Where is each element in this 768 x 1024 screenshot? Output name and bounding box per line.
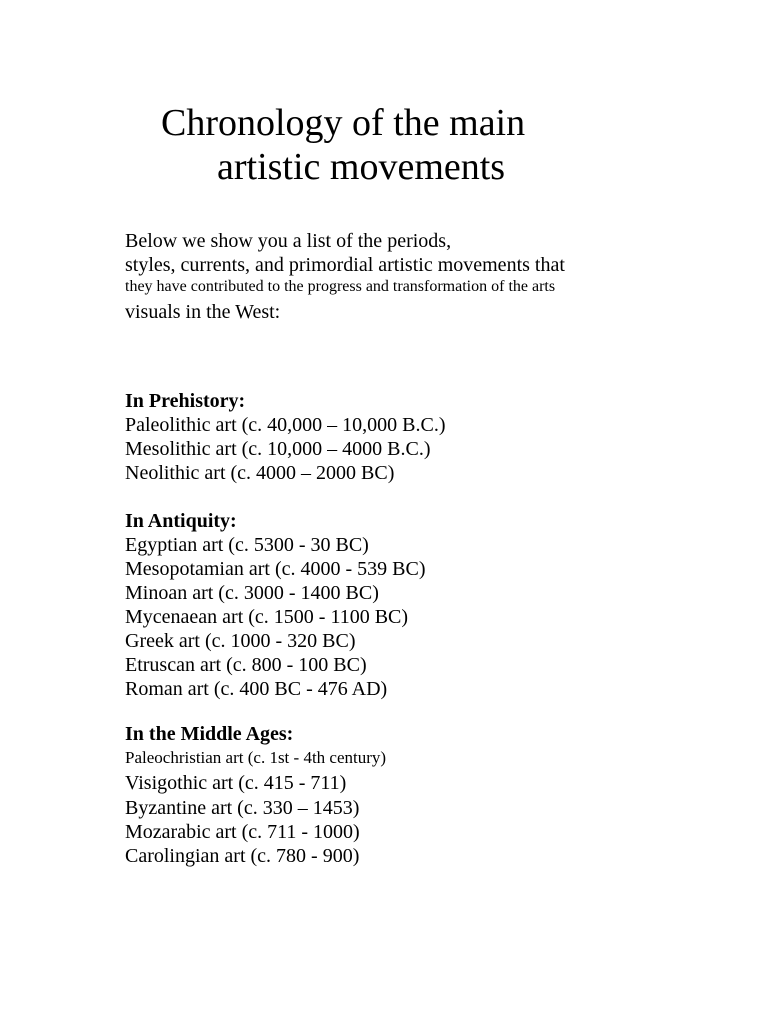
section-prehistory [125, 389, 745, 485]
list-item: Carolingian art (c. 780 - 900) [125, 845, 360, 867]
list-item: Minoan art (c. 3000 - 1400 BC) [125, 582, 379, 604]
list-item: Mesopotamian art (c. 4000 - 539 BC) [125, 558, 426, 580]
list-item: Visigothic art (c. 415 - 711) [125, 772, 347, 794]
list-item: Etruscan art (c. 800 - 100 BC) [125, 654, 367, 676]
list-item: Roman art (c. 400 BC - 476 AD) [125, 678, 388, 700]
list-item: Paleolithic art (c. 40,000 – 10,000 B.C.) [125, 414, 446, 436]
page-title-line-1: Chronology of the main [161, 102, 526, 144]
section-heading-middle-ages: In the Middle Ages: [125, 723, 294, 745]
page-title-line-2: artistic movements [217, 146, 506, 188]
list-item: Mozarabic art (c. 711 - 1000) [125, 821, 360, 843]
section-middle-ages [125, 722, 745, 868]
intro-line-1: Below we show you a list of the periods, [125, 230, 452, 252]
intro-line-4: visuals in the West: [125, 301, 281, 323]
list-item: Paleochristian art (c. 1st - 4th century) [125, 748, 387, 767]
section-heading-antiquity: In Antiquity: [125, 510, 237, 532]
list-item: Byzantine art (c. 330 – 1453) [125, 797, 360, 819]
list-item: Neolithic art (c. 4000 – 2000 BC) [125, 462, 395, 484]
list-item: Mycenaean art (c. 1500 - 1100 BC) [125, 606, 409, 628]
list-item: Egyptian art (c. 5300 - 30 BC) [125, 534, 369, 556]
section-antiquity [125, 509, 745, 701]
list-item: Greek art (c. 1000 - 320 BC) [125, 630, 356, 652]
list-item: Mesolithic art (c. 10,000 – 4000 B.C.) [125, 438, 431, 460]
intro-line-2: styles, currents, and primordial artistic movements that [125, 254, 565, 276]
section-heading-prehistory: In Prehistory: [125, 390, 246, 412]
intro-line-3: they have contributed to the progress and transformation of the arts [125, 278, 556, 295]
